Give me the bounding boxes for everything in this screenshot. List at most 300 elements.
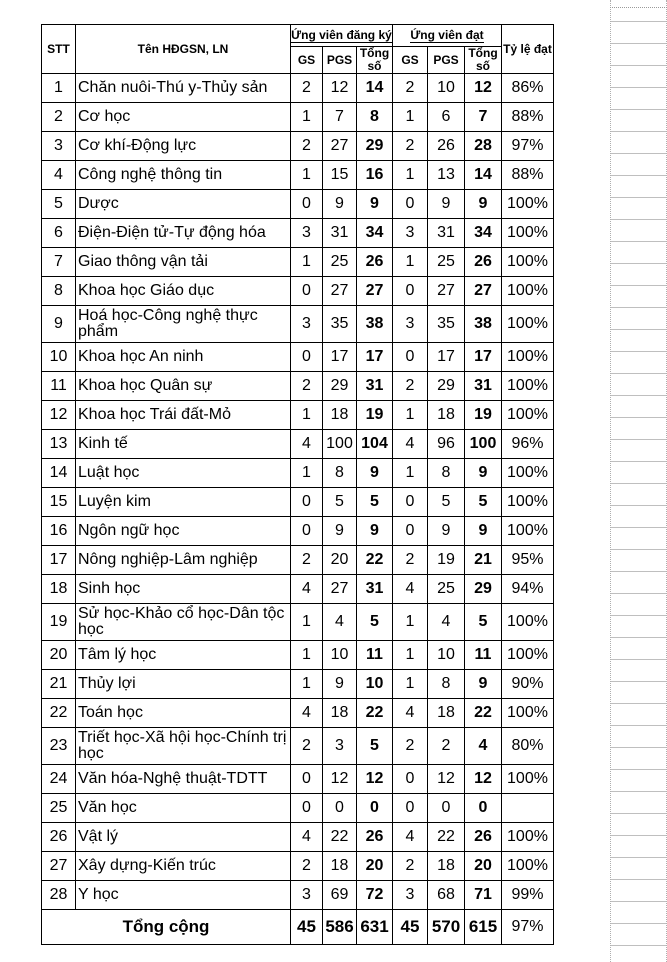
row-name: Văn hóa-Nghệ thuật-TDTT [76, 765, 291, 794]
row-pass-pgs: 9 [428, 190, 465, 219]
row-reg-pgs: 12 [323, 765, 357, 794]
row-stt: 16 [42, 517, 76, 546]
row-pass-pgs: 18 [428, 401, 465, 430]
row-pass-total: 34 [465, 219, 502, 248]
row-reg-gs: 1 [291, 641, 323, 670]
row-reg-gs: 2 [291, 546, 323, 575]
row-reg-pgs: 3 [323, 728, 357, 765]
row-stt: 11 [42, 372, 76, 401]
row-pass-total: 14 [465, 161, 502, 190]
row-name: Kinh tế [76, 430, 291, 459]
row-reg-total: 29 [357, 132, 393, 161]
row-reg-pgs: 18 [323, 401, 357, 430]
row-reg-gs: 0 [291, 794, 323, 823]
row-reg-pgs: 18 [323, 699, 357, 728]
row-name: Y học [76, 881, 291, 910]
row-stt: 24 [42, 765, 76, 794]
row-reg-pgs: 25 [323, 248, 357, 277]
row-pass-gs: 1 [393, 604, 428, 641]
row-pass-gs: 2 [393, 852, 428, 881]
row-pass-gs: 2 [393, 728, 428, 765]
row-pass-total: 9 [465, 517, 502, 546]
row-pass-pgs: 96 [428, 430, 465, 459]
row-reg-gs: 0 [291, 488, 323, 517]
row-reg-pgs: 18 [323, 852, 357, 881]
row-stt: 25 [42, 794, 76, 823]
row-pass-gs: 4 [393, 699, 428, 728]
row-rate: 100% [502, 823, 554, 852]
row-reg-gs: 4 [291, 699, 323, 728]
row-pass-pgs: 12 [428, 765, 465, 794]
row-name: Luật học [76, 459, 291, 488]
row-pass-gs: 0 [393, 190, 428, 219]
table-row [42, 161, 554, 190]
row-rate: 100% [502, 190, 554, 219]
row-name: Toán học [76, 699, 291, 728]
row-stt: 9 [42, 306, 76, 343]
row-stt: 8 [42, 277, 76, 306]
row-reg-gs: 3 [291, 881, 323, 910]
row-reg-pgs: 0 [323, 794, 357, 823]
row-pass-pgs: 8 [428, 459, 465, 488]
header-reg-pgs: PGS [323, 47, 357, 74]
row-pass-total: 11 [465, 641, 502, 670]
table-row [42, 74, 554, 103]
total-pass-gs: 45 [393, 910, 428, 945]
row-reg-total: 38 [357, 306, 393, 343]
row-rate: 88% [502, 103, 554, 132]
row-name: Luyện kim [76, 488, 291, 517]
row-name: Xây dựng-Kiến trúc [76, 852, 291, 881]
row-reg-pgs: 69 [323, 881, 357, 910]
row-pass-pgs: 22 [428, 823, 465, 852]
row-pass-total: 38 [465, 306, 502, 343]
row-pass-total: 22 [465, 699, 502, 728]
row-pass-total: 19 [465, 401, 502, 430]
row-reg-pgs: 17 [323, 343, 357, 372]
row-pass-gs: 4 [393, 430, 428, 459]
row-reg-total: 72 [357, 881, 393, 910]
row-pass-gs: 3 [393, 881, 428, 910]
row-pass-total: 9 [465, 190, 502, 219]
row-reg-gs: 3 [291, 219, 323, 248]
row-reg-pgs: 9 [323, 517, 357, 546]
row-rate: 100% [502, 604, 554, 641]
row-rate: 96% [502, 430, 554, 459]
row-reg-pgs: 22 [323, 823, 357, 852]
row-pass-pgs: 31 [428, 219, 465, 248]
total-row [42, 910, 554, 945]
row-stt: 2 [42, 103, 76, 132]
row-rate: 100% [502, 488, 554, 517]
row-pass-total: 12 [465, 765, 502, 794]
row-reg-total: 16 [357, 161, 393, 190]
row-reg-gs: 0 [291, 765, 323, 794]
row-name: Nông nghiệp-Lâm nghiệp [76, 546, 291, 575]
table-row [42, 132, 554, 161]
header-registered-label: Ứng viên đăng ký [291, 27, 392, 42]
row-rate: 90% [502, 670, 554, 699]
table-row [42, 306, 554, 343]
row-reg-total: 8 [357, 103, 393, 132]
table-row [42, 546, 554, 575]
row-reg-gs: 1 [291, 604, 323, 641]
table-row [42, 823, 554, 852]
header-passed [393, 25, 502, 47]
row-pass-gs: 2 [393, 546, 428, 575]
row-reg-gs: 4 [291, 575, 323, 604]
row-reg-gs: 1 [291, 103, 323, 132]
row-name: Công nghệ thông tin [76, 161, 291, 190]
row-pass-pgs: 5 [428, 488, 465, 517]
row-reg-total: 19 [357, 401, 393, 430]
row-pass-gs: 1 [393, 248, 428, 277]
row-pass-total: 29 [465, 575, 502, 604]
row-pass-total: 26 [465, 823, 502, 852]
table-row [42, 881, 554, 910]
row-pass-gs: 0 [393, 343, 428, 372]
row-reg-pgs: 9 [323, 670, 357, 699]
row-reg-pgs: 20 [323, 546, 357, 575]
row-pass-gs: 4 [393, 823, 428, 852]
row-pass-gs: 1 [393, 103, 428, 132]
table-row [42, 459, 554, 488]
row-rate [502, 794, 554, 823]
row-reg-total: 104 [357, 430, 393, 459]
row-stt: 22 [42, 699, 76, 728]
row-pass-pgs: 13 [428, 161, 465, 190]
row-reg-total: 26 [357, 823, 393, 852]
row-pass-pgs: 18 [428, 699, 465, 728]
row-stt: 15 [42, 488, 76, 517]
row-stt: 23 [42, 728, 76, 765]
table-row [42, 641, 554, 670]
row-name: Khoa học An ninh [76, 343, 291, 372]
row-reg-gs: 1 [291, 248, 323, 277]
row-reg-total: 12 [357, 765, 393, 794]
row-reg-pgs: 100 [323, 430, 357, 459]
row-stt: 18 [42, 575, 76, 604]
row-reg-gs: 0 [291, 343, 323, 372]
row-pass-total: 71 [465, 881, 502, 910]
table-row [42, 765, 554, 794]
total-reg-total: 631 [357, 910, 393, 945]
row-rate: 100% [502, 641, 554, 670]
row-pass-gs: 2 [393, 74, 428, 103]
header-stt: STT [42, 25, 76, 74]
row-reg-total: 5 [357, 728, 393, 765]
row-stt: 13 [42, 430, 76, 459]
row-reg-pgs: 27 [323, 575, 357, 604]
row-reg-gs: 4 [291, 823, 323, 852]
header-pass-pgs: PGS [428, 47, 465, 74]
table-row [42, 343, 554, 372]
row-stt: 4 [42, 161, 76, 190]
row-reg-gs: 0 [291, 277, 323, 306]
row-pass-total: 9 [465, 459, 502, 488]
row-name: Khoa học Giáo dục [76, 277, 291, 306]
row-rate: 100% [502, 852, 554, 881]
row-pass-pgs: 6 [428, 103, 465, 132]
row-pass-total: 31 [465, 372, 502, 401]
row-pass-gs: 0 [393, 517, 428, 546]
row-reg-total: 14 [357, 74, 393, 103]
row-reg-total: 9 [357, 190, 393, 219]
row-pass-gs: 1 [393, 401, 428, 430]
table-row [42, 575, 554, 604]
row-reg-gs: 3 [291, 306, 323, 343]
row-stt: 6 [42, 219, 76, 248]
row-pass-total: 5 [465, 604, 502, 641]
row-name: Triết học-Xã hội học-Chính trị học [76, 728, 291, 765]
row-pass-gs: 0 [393, 488, 428, 517]
row-pass-gs: 2 [393, 372, 428, 401]
row-pass-pgs: 10 [428, 641, 465, 670]
row-pass-total: 7 [465, 103, 502, 132]
row-reg-gs: 0 [291, 190, 323, 219]
row-pass-gs: 0 [393, 277, 428, 306]
row-reg-pgs: 29 [323, 372, 357, 401]
row-stt: 20 [42, 641, 76, 670]
row-rate: 99% [502, 881, 554, 910]
header-rate: Tỷ lệ đạt [502, 25, 554, 74]
row-pass-pgs: 27 [428, 277, 465, 306]
row-stt: 27 [42, 852, 76, 881]
row-name: Thủy lợi [76, 670, 291, 699]
row-pass-pgs: 10 [428, 74, 465, 103]
row-reg-pgs: 27 [323, 277, 357, 306]
row-name: Điện-Điện tử-Tự động hóa [76, 219, 291, 248]
row-pass-total: 26 [465, 248, 502, 277]
row-reg-pgs: 8 [323, 459, 357, 488]
row-pass-total: 5 [465, 488, 502, 517]
row-pass-gs: 2 [393, 132, 428, 161]
row-stt: 19 [42, 604, 76, 641]
row-pass-pgs: 26 [428, 132, 465, 161]
row-pass-total: 17 [465, 343, 502, 372]
row-reg-pgs: 35 [323, 306, 357, 343]
row-pass-total: 0 [465, 794, 502, 823]
row-name: Cơ học [76, 103, 291, 132]
row-rate: 100% [502, 401, 554, 430]
candidates-table [41, 24, 554, 945]
row-reg-total: 9 [357, 517, 393, 546]
spreadsheet-gridlines [610, 0, 667, 962]
row-name: Cơ khí-Động lực [76, 132, 291, 161]
row-reg-gs: 1 [291, 670, 323, 699]
row-reg-total: 31 [357, 372, 393, 401]
row-stt: 7 [42, 248, 76, 277]
table-row [42, 190, 554, 219]
table-row [42, 277, 554, 306]
row-pass-pgs: 0 [428, 794, 465, 823]
row-name: Khoa học Quân sự [76, 372, 291, 401]
row-reg-pgs: 9 [323, 190, 357, 219]
row-pass-pgs: 8 [428, 670, 465, 699]
row-pass-pgs: 4 [428, 604, 465, 641]
row-pass-pgs: 25 [428, 575, 465, 604]
table-row [42, 372, 554, 401]
header-reg-total: Tổng số [357, 47, 393, 74]
row-rate: 100% [502, 699, 554, 728]
row-reg-total: 26 [357, 248, 393, 277]
row-stt: 26 [42, 823, 76, 852]
row-reg-total: 22 [357, 546, 393, 575]
total-pass-total: 615 [465, 910, 502, 945]
row-pass-gs: 3 [393, 306, 428, 343]
header-pass-total: Tổng số [465, 47, 502, 74]
row-reg-gs: 2 [291, 372, 323, 401]
row-pass-total: 4 [465, 728, 502, 765]
row-pass-pgs: 2 [428, 728, 465, 765]
row-reg-gs: 2 [291, 74, 323, 103]
row-pass-pgs: 68 [428, 881, 465, 910]
row-rate: 95% [502, 546, 554, 575]
total-reg-pgs: 586 [323, 910, 357, 945]
row-reg-gs: 1 [291, 459, 323, 488]
row-rate: 100% [502, 277, 554, 306]
row-reg-total: 5 [357, 604, 393, 641]
row-stt: 28 [42, 881, 76, 910]
header-registered [291, 25, 393, 47]
row-stt: 10 [42, 343, 76, 372]
row-stt: 1 [42, 74, 76, 103]
row-reg-pgs: 15 [323, 161, 357, 190]
header-passed-label: Ứng viên đạt [410, 27, 484, 42]
row-pass-gs: 3 [393, 219, 428, 248]
row-rate: 80% [502, 728, 554, 765]
row-reg-gs: 1 [291, 401, 323, 430]
row-pass-total: 28 [465, 132, 502, 161]
table-row [42, 430, 554, 459]
row-rate: 88% [502, 161, 554, 190]
row-pass-pgs: 9 [428, 517, 465, 546]
row-pass-pgs: 35 [428, 306, 465, 343]
row-stt: 12 [42, 401, 76, 430]
row-pass-pgs: 17 [428, 343, 465, 372]
row-stt: 21 [42, 670, 76, 699]
row-reg-gs: 1 [291, 161, 323, 190]
row-pass-total: 20 [465, 852, 502, 881]
row-pass-total: 12 [465, 74, 502, 103]
row-stt: 5 [42, 190, 76, 219]
spreadsheet-gridline-top [610, 0, 667, 8]
row-reg-total: 5 [357, 488, 393, 517]
table-row [42, 852, 554, 881]
row-reg-pgs: 10 [323, 641, 357, 670]
row-name: Khoa học Trái đất-Mỏ [76, 401, 291, 430]
table-row [42, 728, 554, 765]
row-pass-gs: 1 [393, 161, 428, 190]
row-reg-total: 27 [357, 277, 393, 306]
row-reg-pgs: 4 [323, 604, 357, 641]
row-pass-gs: 1 [393, 641, 428, 670]
row-stt: 17 [42, 546, 76, 575]
row-stt: 3 [42, 132, 76, 161]
total-label: Tổng cộng [42, 910, 291, 945]
row-pass-pgs: 29 [428, 372, 465, 401]
row-reg-pgs: 31 [323, 219, 357, 248]
row-pass-pgs: 25 [428, 248, 465, 277]
header-name: Tên HĐGSN, LN [76, 25, 291, 74]
row-reg-total: 11 [357, 641, 393, 670]
header-pass-gs: GS [393, 47, 428, 74]
row-rate: 94% [502, 575, 554, 604]
row-reg-total: 17 [357, 343, 393, 372]
table-row [42, 699, 554, 728]
table-row [42, 401, 554, 430]
row-name: Hoá học-Công nghệ thực phẩm [76, 306, 291, 343]
row-reg-total: 22 [357, 699, 393, 728]
row-rate: 100% [502, 517, 554, 546]
row-pass-pgs: 19 [428, 546, 465, 575]
row-rate: 100% [502, 343, 554, 372]
row-reg-pgs: 27 [323, 132, 357, 161]
row-pass-gs: 1 [393, 670, 428, 699]
row-reg-gs: 2 [291, 852, 323, 881]
row-pass-total: 100 [465, 430, 502, 459]
row-rate: 100% [502, 306, 554, 343]
row-reg-pgs: 7 [323, 103, 357, 132]
row-stt: 14 [42, 459, 76, 488]
row-rate: 100% [502, 459, 554, 488]
table-row [42, 517, 554, 546]
row-name: Giao thông vận tải [76, 248, 291, 277]
row-name: Ngôn ngữ học [76, 517, 291, 546]
row-reg-pgs: 12 [323, 74, 357, 103]
row-reg-gs: 2 [291, 132, 323, 161]
row-pass-gs: 0 [393, 794, 428, 823]
row-rate: 100% [502, 248, 554, 277]
total-reg-gs: 45 [291, 910, 323, 945]
row-name: Chăn nuôi-Thú y-Thủy sản [76, 74, 291, 103]
row-pass-gs: 1 [393, 459, 428, 488]
row-rate: 100% [502, 765, 554, 794]
row-pass-total: 9 [465, 670, 502, 699]
row-reg-total: 10 [357, 670, 393, 699]
row-pass-total: 27 [465, 277, 502, 306]
row-rate: 100% [502, 372, 554, 401]
row-reg-pgs: 5 [323, 488, 357, 517]
row-reg-total: 31 [357, 575, 393, 604]
row-reg-total: 20 [357, 852, 393, 881]
table-row [42, 103, 554, 132]
row-name: Sinh học [76, 575, 291, 604]
table-row [42, 604, 554, 641]
row-rate: 97% [502, 132, 554, 161]
row-pass-total: 21 [465, 546, 502, 575]
row-name: Vật lý [76, 823, 291, 852]
table-row [42, 794, 554, 823]
row-reg-total: 9 [357, 459, 393, 488]
table-row [42, 670, 554, 699]
table-row [42, 248, 554, 277]
total-rate: 97% [502, 910, 554, 945]
row-name: Tâm lý học [76, 641, 291, 670]
row-rate: 86% [502, 74, 554, 103]
row-pass-gs: 4 [393, 575, 428, 604]
row-reg-gs: 4 [291, 430, 323, 459]
row-reg-total: 34 [357, 219, 393, 248]
row-rate: 100% [502, 219, 554, 248]
header-reg-gs: GS [291, 47, 323, 74]
table-row [42, 219, 554, 248]
row-reg-total: 0 [357, 794, 393, 823]
row-pass-pgs: 18 [428, 852, 465, 881]
total-pass-pgs: 570 [428, 910, 465, 945]
table-row [42, 488, 554, 517]
row-reg-gs: 0 [291, 517, 323, 546]
